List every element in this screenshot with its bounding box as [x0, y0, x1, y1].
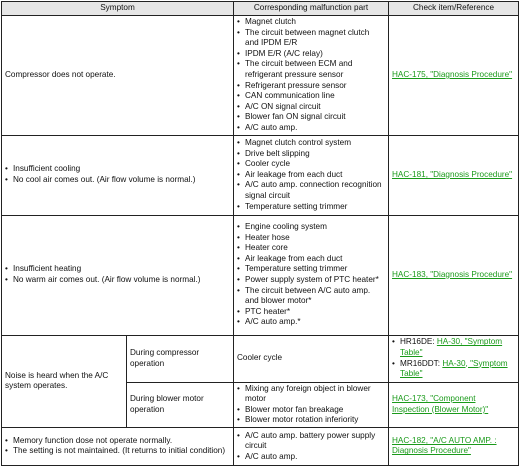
part-list	[237, 384, 385, 426]
list-item: • Mixing any foreign object in blower motor	[237, 384, 385, 405]
check-item-cell	[389, 427, 519, 465]
malfunction-part-cell	[234, 215, 389, 335]
list-item: • The circuit between A/C auto amp. and blower motor*	[237, 286, 385, 307]
check-item-cell	[389, 215, 519, 335]
list-item: • No cool air comes out. (Air flow volume is normal.)	[5, 175, 230, 186]
symptom-list	[5, 164, 230, 185]
symptom-text: Noise is heard when the A/C system operates.	[5, 370, 109, 391]
condition-text: During compressor operation	[130, 347, 200, 368]
header-check-item: Check item/Reference	[389, 2, 519, 16]
engine-prefix: MR16DDT:	[400, 358, 443, 368]
list-item: • Temperature setting trimmer	[237, 202, 385, 213]
header-symptom: Symptom	[2, 2, 234, 16]
part-list	[237, 222, 385, 328]
symptom-table	[1, 1, 519, 466]
list-item: • A/C auto amp. connection recognition signal circuit	[237, 180, 385, 201]
list-item	[392, 359, 515, 380]
part-list	[237, 138, 385, 212]
list-item: • A/C auto amp.*	[237, 317, 385, 328]
list-item: • Air leakage from each duct	[237, 170, 385, 181]
list-item: • Refrigerant pressure sensor	[237, 81, 385, 92]
symptom-cell	[2, 135, 234, 215]
symptom-cell	[2, 16, 234, 136]
list-item: • Insufficient cooling	[5, 164, 230, 175]
list-item: • Blower motor rotation inferiority	[237, 415, 385, 426]
list-item: • Blower motor fan breakage	[237, 405, 385, 416]
malfunction-part-cell	[234, 382, 389, 427]
symptom-cell	[2, 335, 127, 427]
condition-text: During blower motor operation	[130, 394, 204, 414]
symptom-list	[5, 436, 230, 457]
list-item: • Heater core	[237, 243, 385, 254]
engine-prefix: HR16DE:	[400, 337, 437, 347]
list-item: • Air leakage from each duct	[237, 254, 385, 265]
check-item-cell	[389, 382, 519, 427]
table-row	[2, 215, 519, 335]
list-item: • Power supply system of PTC heater*	[237, 275, 385, 286]
check-item-cell	[389, 16, 519, 136]
list-item: • Memory function dose not operate normally.	[5, 436, 230, 447]
list-item: • Magnet clutch	[237, 17, 385, 28]
check-item-cell	[389, 135, 519, 215]
list-item: • The circuit between ECM and refrigerant pressure sensor	[237, 59, 385, 80]
list-item: • PTC heater*	[237, 307, 385, 318]
list-item: • Blower fan ON signal circuit	[237, 112, 385, 123]
table-row	[2, 135, 519, 215]
list-item: • Insufficient heating	[5, 264, 230, 275]
part-text: Cooler cycle	[237, 353, 283, 363]
list-item: • CAN communication line	[237, 91, 385, 102]
condition-cell	[127, 335, 234, 382]
list-item: • A/C auto amp. battery power supply circuit	[237, 431, 385, 452]
check-item-cell	[389, 335, 519, 382]
list-item: • The circuit between magnet clutch and IPDM E/R	[237, 28, 385, 49]
list-item: • The setting is not maintained. (It returns to initial condition)	[5, 446, 230, 457]
malfunction-part-cell	[234, 16, 389, 136]
list-item: • Drive belt slipping	[237, 149, 385, 160]
reference-link[interactable]: HAC-181, "Diagnosis Procedure"	[392, 169, 513, 179]
malfunction-part-cell	[234, 135, 389, 215]
reference-link[interactable]: HAC-183, "Diagnosis Procedure"	[392, 269, 513, 279]
list-item: • A/C ON signal circuit	[237, 102, 385, 113]
reference-list	[392, 337, 515, 379]
reference-link[interactable]: HA-30, "Symptom Table"	[400, 337, 503, 357]
symptom-text: Compressor does not operate.	[5, 69, 116, 79]
table-row	[2, 16, 519, 136]
symptom-cell	[2, 215, 234, 335]
part-list	[237, 431, 385, 463]
list-item: • Cooler cycle	[237, 159, 385, 170]
table-row	[2, 427, 519, 465]
table-header-row	[2, 2, 519, 16]
list-item: • IPDM E/R (A/C relay)	[237, 49, 385, 60]
list-item	[392, 337, 515, 358]
list-item: • Temperature setting trimmer	[237, 264, 385, 275]
list-item: • No warm air comes out. (Air flow volume is normal.)	[5, 275, 230, 286]
condition-cell	[127, 382, 234, 427]
malfunction-part-cell	[234, 335, 389, 382]
symptom-cell	[2, 427, 234, 465]
list-item: • Heater hose	[237, 233, 385, 244]
part-list	[237, 17, 385, 134]
list-item: • Engine cooling system	[237, 222, 385, 233]
malfunction-part-cell	[234, 427, 389, 465]
reference-link[interactable]: HAC-175, "Diagnosis Procedure"	[392, 69, 513, 79]
table-row	[2, 335, 519, 382]
reference-link[interactable]: HAC-182, "A/C AUTO AMP. : Diagnosis Procedure"	[392, 435, 497, 456]
list-item: • Magnet clutch control system	[237, 138, 385, 149]
reference-link[interactable]: HA-30, "Symptom Table"	[400, 358, 508, 379]
reference-link[interactable]: HAC-173, "Component Inspection (Blower Motor)"	[392, 394, 489, 414]
list-item: • A/C auto amp.	[237, 123, 385, 134]
list-item: • A/C auto amp.	[237, 452, 385, 463]
header-malfunction-part: Corresponding malfunction part	[234, 2, 389, 16]
symptom-list	[5, 264, 230, 285]
